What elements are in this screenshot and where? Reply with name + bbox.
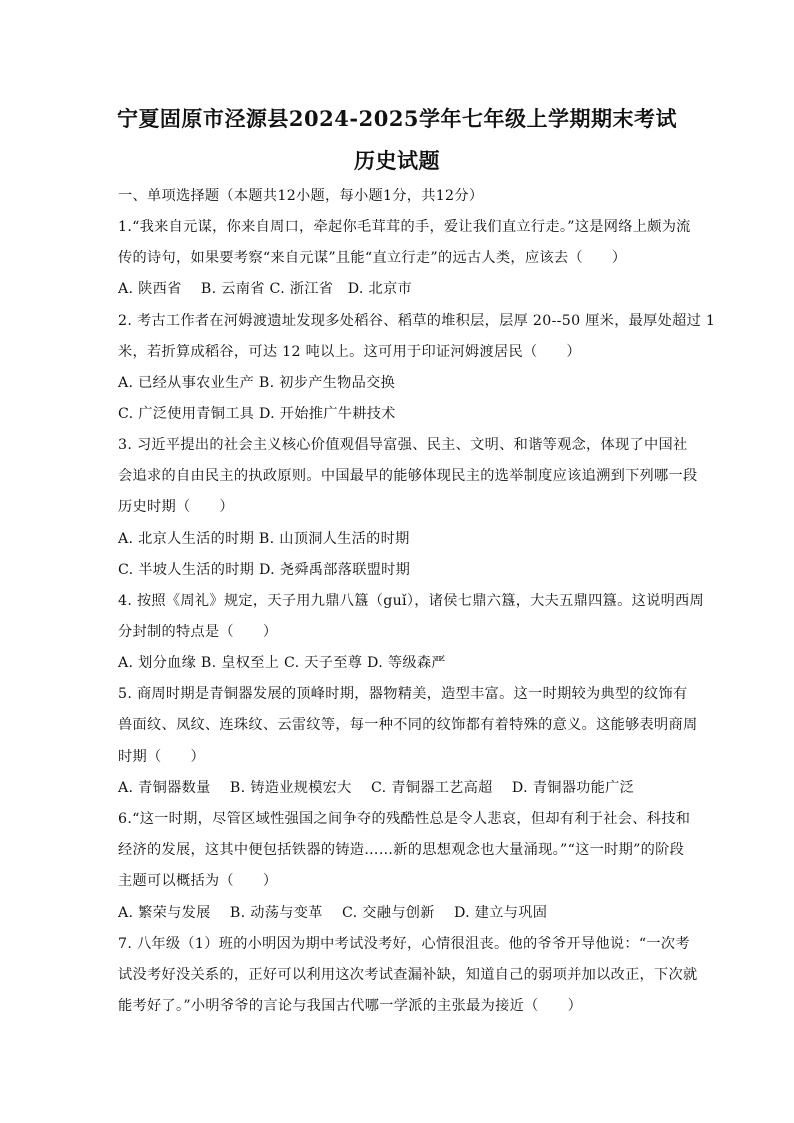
question-6-line-3: 主题可以概括为（ ） xyxy=(118,873,278,889)
question-5-options: A. 青铜器数量 B. 铸造业规模宏大 C. 青铜器工艺高超 D. 青铜器功能广泛 xyxy=(118,780,635,796)
question-2-line-2: 米，若折算成稻谷，可达 12 吨以上。这可用于印证河姆渡居民（ ） xyxy=(118,344,581,360)
exam-title: 宁夏固原市泾源县2024-2025学年七年级上学期期末考试 xyxy=(116,106,678,131)
question-6-options: A. 繁荣与发展 B. 动荡与变革 C. 交融与创新 D. 建立与巩固 xyxy=(118,905,548,921)
question-5-line-2: 兽面纹、凤纹、连珠纹、云雷纹等，每一种不同的纹饰都有着特殊的意义。这能够表明商周 xyxy=(118,717,698,733)
question-3-line-2: 会追求的自由民主的执政原则。中国最早的能够体现民主的选举制度应该追溯到下列哪一段 xyxy=(118,468,698,484)
question-3-options-ab: A. 北京人生活的时期 B. 山顶洞人生活的时期 xyxy=(118,531,410,547)
question-4-line-2: 分封制的特点是（ ） xyxy=(118,624,278,640)
question-4-options: A. 划分血缘 B. 皇权至上 C. 天子至尊 D. 等级森严 xyxy=(118,655,446,671)
section-heading: 一、单项选择题（本题共12小题，每小题1分，共12分） xyxy=(118,188,484,204)
question-3-line-1: 3. 习近平提出的社会主义核心价值观倡导富强、民主、文明、和谐等观念，体现了中国社 xyxy=(118,437,688,453)
question-2-options-ab: A. 已经从事农业生产 B. 初步产生物品交换 xyxy=(118,375,396,391)
question-1-line-2: 传的诗句，如果要考察“来自元谋”且能“直立行走”的远古人类，应该去（ ） xyxy=(118,250,627,266)
exam-subject-title: 历史试题 xyxy=(354,148,440,173)
question-3-options-cd: C. 半坡人生活的时期 D. 尧舜禹部落联盟时期 xyxy=(118,562,411,578)
question-1-options: A. 陕西省 B. 云南省 C. 浙江省 D. 北京市 xyxy=(118,281,413,297)
question-6-line-1: 6.“这一时期，尽管区域性强国之间争夺的残酷性总是令人悲哀，但却有利于社会、科技和 xyxy=(118,811,691,827)
question-3-line-3: 历史时期（ ） xyxy=(118,499,234,515)
question-7-line-2: 试没考好没关系的，正好可以利用这次考试查漏补缺，知道自己的弱项并加以改正，下次就 xyxy=(118,967,698,983)
question-7-line-1: 7. 八年级（1）班的小明因为期中考试没考好，心情很沮丧。他的爷爷开导他说：“一次考 xyxy=(118,936,690,952)
question-1-line-1: 1.“我来自元谋，你来自周口，牵起你毛茸茸的手，爱让我们直立行走。”这是网络上颇为流 xyxy=(118,219,691,235)
question-5-line-3: 时期（ ） xyxy=(118,749,205,765)
question-2-line-1: 2. 考古工作者在河姆渡遗址发现多处稻谷、稻草的堆积层，层厚 20--50 厘米，最厚处超过 1 xyxy=(118,313,716,329)
question-4-line-1: 4. 按照《周礼》规定，天子用九鼎八簋（guǐ），诸侯七鼎六簋，大夫五鼎四簋。这说明西周 xyxy=(118,593,705,609)
question-5-line-1: 5. 商周时期是青铜器发展的顶峰时期，器物精美，造型丰富。这一时期较为典型的纹饰有 xyxy=(118,686,688,702)
question-7-line-3: 能考好了。”小明爷爷的言论与我国古代哪一学派的主张最为接近（ ） xyxy=(118,998,583,1014)
question-2-options-cd: C. 广泛使用青铜工具 D. 开始推广牛耕技术 xyxy=(118,406,396,422)
question-6-line-2: 经济的发展，这其中便包括铁器的铸造……新的思想观念也大量涌现。”“这一时期”的阶段 xyxy=(118,842,685,858)
